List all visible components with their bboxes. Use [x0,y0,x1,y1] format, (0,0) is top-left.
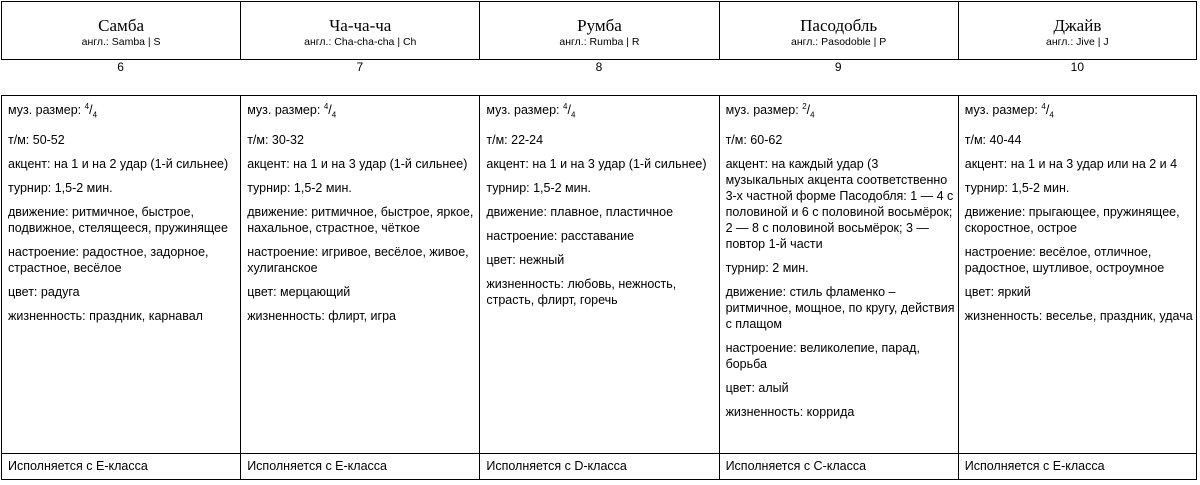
music-meter: муз. размер: $^4/_4$ [8,102,98,120]
class-requirement: Исполняется с Е-класса [240,453,479,480]
dance-property: жизненность: флирт, игра [247,308,397,323]
dance-property: настроение: расставание [486,228,635,243]
dance-header [1,1,240,60]
meter-denominator: 4 [92,110,98,120]
dance-name: Пасодобль [800,16,878,35]
dance-properties [240,95,479,453]
dance-property: цвет: яркий [964,284,1031,299]
dance-property: акцент: на 1 и на 2 удар (1-й сильнее) [8,156,229,171]
dance-header [240,1,479,60]
meter-denominator: 4 [810,110,815,120]
dance-properties [1,95,240,453]
dance-number: 6 [117,60,124,74]
dance-property: движение: плавное, пластичное [486,204,674,219]
dance-properties [479,95,718,453]
meter-label: муз. размер: [964,103,1038,118]
header-row [1,1,1197,60]
dance-property: турнир: 1,5-2 мин. [486,180,592,195]
dance-property: жизненность: коррида [725,404,855,419]
dance-property: движение: стиль фламенко – ритмичное, мощное, по кругу, действия с плащом [725,284,955,331]
dance-property: настроение: весёлое, отличное, радостное, шутливое, остроумное [964,244,1165,275]
footer-row [1,453,1197,480]
dance-property: движение: прыгающее, пружинящее, скоростное, острое [964,204,1180,235]
dance-english-name: англ.: Jive | J [1046,36,1109,48]
dance-property: движение: ритмичное, быстрое, яркое, нахальное, страстное, чёткое [247,204,474,235]
meter-numerator: 4 [1041,102,1046,111]
dance-property: т/м: 60-62 [725,132,783,147]
latin-dances-table [1,1,1197,480]
dance-property: движение: ритмичное, быстрое, подвижное, стелящееся, пружинящее [8,204,228,235]
dance-header [719,1,958,60]
dance-property: турнир: 1,5-2 мин. [247,180,352,195]
dance-property: жизненность: веселье, праздник, удача [964,308,1193,323]
meter-numerator: 4 [84,102,90,111]
dance-property: цвет: радуга [8,284,80,299]
dance-number: 9 [834,60,842,74]
dance-property: турнир: 2 мин. [725,260,809,275]
dance-property: т/м: 22-24 [486,132,544,147]
meter-denominator: 4 [570,110,576,120]
dance-number: 8 [595,60,603,74]
dance-property: настроение: радостное, задорное, страстное, весёлое [8,244,209,275]
class-requirement: Исполняется с Е-класса [1,453,240,480]
dance-property: т/м: 30-32 [247,132,304,147]
music-meter: муз. размер: $^4/_4$ [486,102,576,120]
number-row [1,60,1197,95]
dance-property: акцент: на 1 и на 3 удар (1-й сильнее) [486,156,707,171]
dance-property: настроение: игривое, весёлое, живое, хулиганское [247,244,469,275]
meter-label: муз. размер: [247,103,321,118]
properties-row [1,95,1197,453]
dance-property: турнир: 1,5-2 мин. [964,180,1070,195]
meter-label: муз. размер: [486,103,560,118]
dance-english-name: англ.: Rumba | R [559,36,640,48]
dance-name: Румба [577,16,622,35]
dance-property: жизненность: праздник, карнавал [8,308,203,323]
dance-english-name: англ.: Cha-cha-cha | Ch [304,36,417,48]
meter-denominator: 4 [331,110,337,120]
dance-properties [958,95,1197,453]
dance-property: акцент: на 1 и на 3 удар или на 2 и 4 [964,156,1178,171]
dance-properties [719,95,958,453]
meter-numerator: 2 [802,102,807,111]
dance-name: Джайв [1053,16,1102,35]
class-requirement: Исполняется с Е-класса [958,453,1197,480]
class-requirement: Исполняется с С-класса [719,453,958,480]
dance-property: т/м: 40-44 [964,132,1022,147]
dance-number: 10 [1070,60,1085,74]
meter-numerator: 4 [563,102,568,111]
dance-property: цвет: нежный [486,252,565,267]
dance-header [479,1,718,60]
dance-english-name: англ.: Pasodoble | P [791,36,887,48]
music-meter: муз. размер: $^4/_4$ [964,102,1054,120]
dance-english-name: англ.: Samba | S [81,36,161,48]
dance-property: жизненность: любовь, нежность, страсть, флирт, горечь [486,276,677,307]
dance-property: акцент: на каждый удар (3 музыкальных акцента соответственно 3-х частной форме Пасодобля: 1 — 4 с половиной и 6 с половиной восьмёрок; 2 — 8 с половиной восьмёрок; 3 — повтор 1-й части [725,156,954,251]
dance-name: Ча-ча-ча [329,16,392,35]
meter-label: муз. размер: [725,103,799,118]
dance-property: т/м: 50-52 [8,132,65,147]
dance-number: 7 [356,60,364,74]
music-meter: муз. размер: $^4/_4$ [247,102,337,120]
meter-denominator: 4 [1049,110,1054,120]
meter-label: муз. размер: [8,103,82,118]
dance-header [958,1,1197,60]
dance-property: цвет: алый [725,380,789,395]
dance-property: настроение: великолепие, парад, борьба [725,340,920,371]
dance-name: Самба [98,16,145,35]
music-meter: муз. размер: $^2/_4$ [725,102,815,120]
class-requirement: Исполняется с D-класса [479,453,718,480]
dance-property: цвет: мерцающий [247,284,351,299]
meter-numerator: 4 [323,102,329,111]
dance-property: турнир: 1,5-2 мин. [8,180,113,195]
dance-property: акцент: на 1 и на 3 удар (1-й сильнее) [247,156,468,171]
